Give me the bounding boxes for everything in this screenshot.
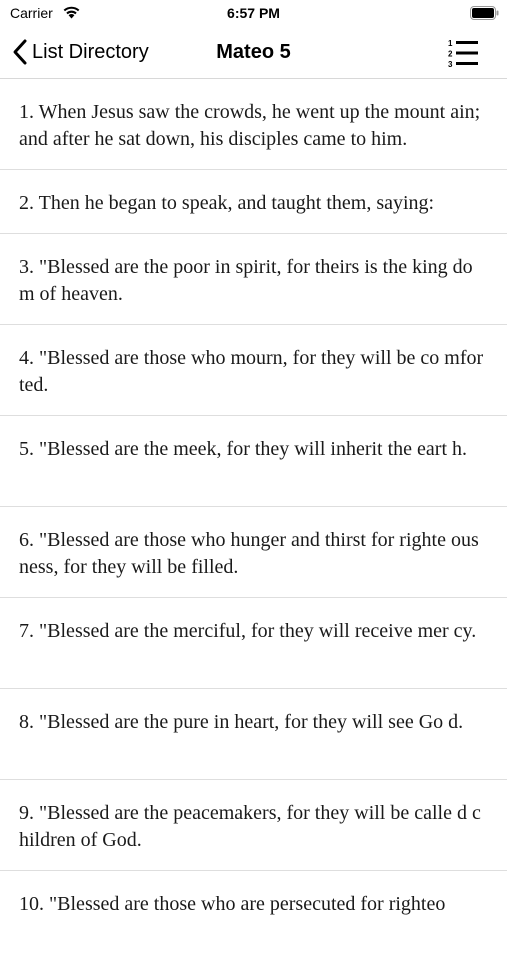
verse-row[interactable]: 4. "Blessed are those who mourn, for they will be co mforted. — [0, 325, 507, 416]
numbered-list-icon[interactable] — [447, 37, 481, 69]
chevron-left-icon — [12, 38, 28, 66]
status-bar — [0, 0, 507, 28]
back-label: List Directory — [32, 40, 149, 63]
verse-row[interactable]: 2. Then he began to speak, and taught them, saying: — [0, 170, 507, 234]
carrier-label: Carrier — [10, 5, 53, 21]
svg-text:2: 2 — [448, 49, 453, 59]
verse-row[interactable]: 10. "Blessed are those who are persecuted for righteo — [19, 893, 446, 915]
battery-icon — [470, 6, 500, 20]
verse-row[interactable]: 7. "Blessed are the merciful, for they will receive mer cy. — [0, 598, 507, 689]
verse-row[interactable]: 1. When Jesus saw the crowds, he went up the mount ain; and after he sat down, his disciples came to him. — [0, 79, 507, 170]
verse-row[interactable]: 5. "Blessed are the meek, for they will inherit the eart h. — [0, 416, 507, 507]
verse-row[interactable]: 9. "Blessed are the peacemakers, for they will be calle d children of God. — [0, 780, 507, 871]
back-button[interactable] — [12, 37, 149, 67]
verse-row[interactable]: 3. "Blessed are the poor in spirit, for theirs is the king dom of heaven. — [0, 234, 507, 325]
verse-row[interactable]: 8. "Blessed are the pure in heart, for they will see Go d. — [0, 689, 507, 780]
status-time: 6:57 PM — [227, 5, 280, 21]
page-title-text: Mateo 5 — [216, 41, 291, 63]
verse-row[interactable]: 6. "Blessed are those who hunger and thirst for righte ousness, for they will be filled. — [0, 507, 507, 598]
verse-list — [0, 79, 507, 962]
svg-text:3: 3 — [448, 60, 453, 69]
navigation-bar — [0, 28, 507, 79]
svg-text:1: 1 — [448, 39, 453, 48]
